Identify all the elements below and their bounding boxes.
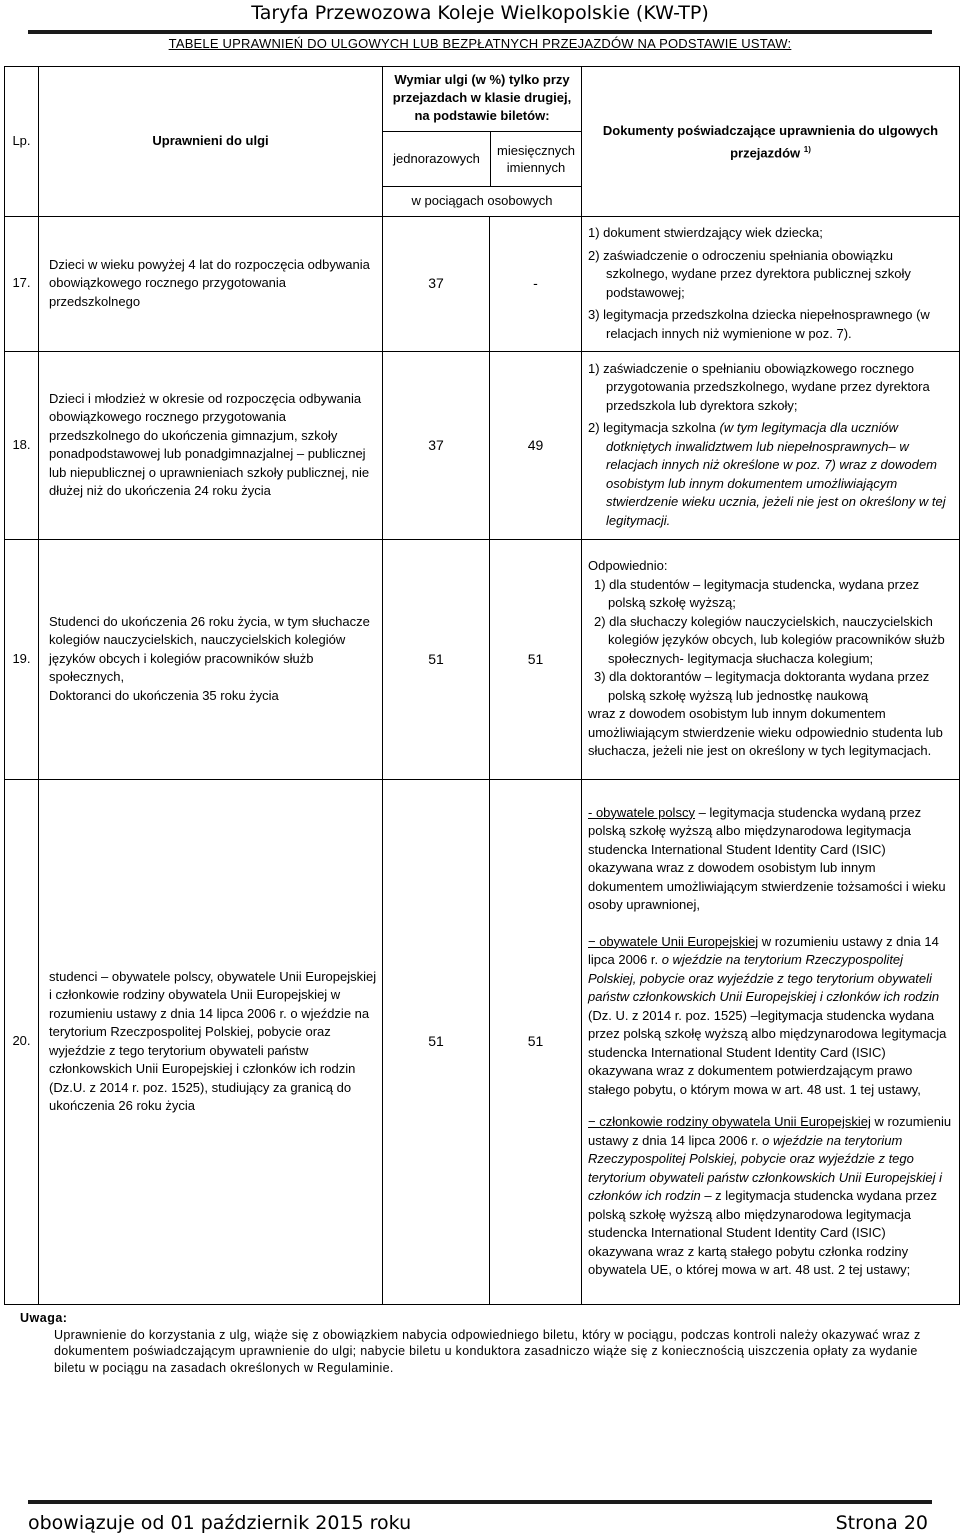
table-row — [5, 539, 960, 779]
header-rule — [28, 30, 932, 34]
document-item — [588, 933, 953, 1100]
required-documents — [582, 539, 960, 779]
entitled-description: studenci – obywatele polscy, obywatele Unii Europejskiej i członkowie rodziny obywatela Unii Europejskiej w rozumieniu ustawy z dnia 14 lipca 2006 r. o wjeździe na terytorium Rzeczpospolitej Polskiej, pobycie oraz wyjeździe z tego terytorium obywateli państw członkowskich Unii Europejskiej i członków ich rodzin (Dz.U. z 2014 r. poz. 1525), studiujący za granicą do ukończenia 26 roku życia — [39, 779, 383, 1304]
document-title: Taryfa Przewozowa Koleje Wielkopolskie (KW-TP) — [251, 2, 709, 24]
entitled-description: Dzieci w wieku powyżej 4 lat do rozpoczęcia odbywania obowiązkowego rocznego przygotowania przedszkolnego — [39, 216, 383, 351]
document-item-text: (Dz. U. z 2014 r. poz. 1525) –legitymacja studencka wydana przez polską szkołę wyższą albo międzynarodowa legitymacja studencka International Student Identity Card (ISIC) okazywana wraz z dokumentem potwierdzającym prawo stałego pobytu, o którym mowa w art. 48 ust. 1 tej ustawy, — [588, 1007, 947, 1097]
header-single-ticket: jednorazowych — [383, 132, 491, 186]
document-item-detail: (w tym legitymacja dla uczniów dotkniętych inwalidztwem lub niepełnosprawnych– w relacjach innych niż określone w poz. 7) wraz z dowodem osobistym lub innym dokumentem umożliwiającym stwierdzenie wieku ucznia, jeżeli nie jest on określony w tej legitymacji. — [606, 420, 946, 528]
header-monthly-ticket: miesięcznych imiennych — [491, 132, 582, 186]
entitled-line: Studenci do ukończenia 26 roku życia, w tym słuchacze kolegiów nauczycielskich, nauczycielskich kolegiów języków obcych i kolegiów pracowników służb społecznych, — [49, 613, 370, 685]
table-row — [5, 779, 960, 1304]
monthly-ticket-rate: 49 — [490, 351, 582, 539]
document-item: 2) dla słuchaczy kolegiów nauczycielskich, nauczycielskich kolegiów języków obcych, lub kolegiów pracowników służb społecznych- legitymacja słuchacza kolegium; — [594, 613, 945, 666]
monthly-ticket-rate: - — [490, 216, 582, 351]
document-item-text: – legitymacja studencka wydaną przez polską szkołę wyższą albo międzynarodowa legitymacja studencka International Student Identity Card (ISIC) okazywana wraz z dowodem osobistym lub innym dokumentem umożliwiającym stwierdzenie tożsamości i wieku osoby uprawnionej, — [588, 804, 946, 912]
header-lp: Lp. — [5, 67, 39, 217]
allowance-table — [4, 66, 960, 1305]
document-item: 1) zaświadczenie o spełnianiu obowiązkowego rocznego przygotowania przedszkolnego, wydane przez dyrektora przedszkola lub dyrektora szkoły; — [588, 360, 930, 413]
row-number: 17. — [5, 216, 39, 351]
document-item-heading: - obywatele polscy — [588, 804, 695, 820]
document-item-text: w rozumieniu ustawy z dnia 14 lipca 2006 r. — [588, 1114, 952, 1148]
monthly-ticket-rate: 51 — [490, 779, 582, 1304]
document-item: wraz z dowodem osobistym lub innym dokumentem umożliwiającym stwierdzenie wieku odpowiednio studenta lub słuchacza, jeżeli nie jest on określony w tych legitymacjach. — [588, 706, 943, 759]
entitled-description: Dzieci i młodzież w okresie od rozpoczęcia odbywania obowiązkowego rocznego przygotowania przedszkolnego do ukończenia gimnazjum, szkoły ponadpodstawowej lub ponadgimnazjalnej – publicznej lub niepublicznej o uprawnieniach szkoły publicznej, nie dłużej niż do ukończenia 24 roku życia — [39, 351, 383, 539]
footer-rule — [28, 1500, 932, 1504]
document-item: 3) legitymacja przedszkolna dziecka niepełnosprawnego (w relacjach innych niż wymienione w poz. 7). — [588, 307, 930, 341]
document-item-heading: − członkowie rodziny obywatela Unii Europejskiej — [588, 1114, 871, 1129]
header-documents-footnote: 1) — [803, 144, 811, 154]
document-item — [588, 804, 953, 915]
document-item-text: w rozumieniu ustawy z dnia 14 lipca 2006 r. — [588, 933, 939, 967]
required-documents — [582, 216, 960, 351]
document-item-lead: 2) legitymacja szkolna — [588, 420, 716, 436]
single-ticket-rate: 37 — [383, 351, 490, 539]
single-ticket-rate: 37 — [383, 216, 490, 351]
row-number: 18. — [5, 351, 39, 539]
required-documents — [582, 351, 960, 539]
header-documents — [582, 67, 960, 217]
document-item-heading: − obywatele Unii Europejskiej — [588, 933, 759, 949]
document-item: 1) dokument stwierdzający wiek dziecka; — [588, 225, 823, 240]
row-number: 19. — [5, 539, 39, 779]
header-documents-label: Dokumenty poświadczające uprawnienia do ulgowych przejazdów — [602, 122, 939, 160]
header-discount — [383, 67, 582, 187]
document-item — [588, 1113, 953, 1280]
document-item-text: – z legitymacja studencka wydana przez polską szkołę wyższą albo międzynarodowa legitymacja studencka International Student Identity Card (ISIC) okazywana wraz z kartą stałego pobytu członka rodziny obywatela UE, o której mowa w art. 48 ust. 2 tej ustawy; — [588, 1188, 938, 1277]
required-documents — [582, 779, 960, 1304]
entitled-description — [39, 539, 383, 779]
page-number: Strona 20 — [835, 1512, 928, 1534]
note-text: Uprawnienie do korzystania z ulg, wiąże się z obowiązkiem nabycia odpowiedniego biletu, który w pociągu, podczas kontroli należy okazywać wraz z dokumentem poświadczającym uprawnienie do ulgi; nabycie biletu u konduktora zasadniczo wiąże się z koniecznością uiszczenia opłaty za wydanie biletu w pociągu na zasadach określonych w Regulaminie. — [54, 1327, 921, 1375]
document-item: Odpowiednio: — [588, 558, 668, 574]
header-entitled: Uprawnieni do ulgi — [39, 67, 383, 217]
note-section — [20, 1310, 940, 1376]
document-item-act: o wjeździe na terytorium Rzeczypospolitej Polskiej, pobycie oraz wyjeździe z tego terytorium obywateli państw członkowskich Unii Europejskiej i członków ich rodzin — [588, 1132, 943, 1203]
table-row — [5, 216, 960, 351]
table-row — [5, 351, 960, 539]
header-discount-title: Wymiar ulgi (w %) tylko przy przejazdach w klasie drugiej, na podstawie biletów: — [392, 72, 572, 123]
document-item-act: o wjeździe na terytorium Rzeczypospolitej Polskiej, pobycie oraz wyjeździe z tego terytorium obywateli państw członkowskich Unii Europejskiej i członków ich rodzin — [588, 952, 940, 1004]
single-ticket-rate: 51 — [383, 779, 490, 1304]
single-ticket-rate: 51 — [383, 539, 490, 779]
document-item — [588, 419, 953, 530]
monthly-ticket-rate: 51 — [490, 539, 582, 779]
entitled-line: Doktoranci do ukończenia 35 roku życia — [49, 687, 279, 703]
document-item: 2) zaświadczenie o odroczeniu spełniania obowiązku szkolnego, wydane przez dyrektora publicznej szkoły podstawowej; — [588, 247, 911, 300]
note-label: Uwaga: — [20, 1311, 68, 1325]
document-item: 3) dla doktorantów – legitymacja doktoranta wydana przez polską szkołę wyższą lub jednostkę naukową — [594, 669, 930, 703]
row-number: 20. — [5, 779, 39, 1304]
document-item: 1) dla studentów – legitymacja studencka, wydana przez polską szkołę wyższą; — [594, 576, 920, 611]
document-subtitle: TABELE UPRAWNIEŃ DO ULGOWYCH LUB BEZPŁATNYCH PRZEJAZDÓW NA PODSTAWIE USTAW: — [168, 36, 792, 51]
effective-date: obowiązuje od 01 październik 2015 roku — [28, 1512, 412, 1534]
header-passenger-trains: w pociągach osobowych — [383, 186, 582, 216]
